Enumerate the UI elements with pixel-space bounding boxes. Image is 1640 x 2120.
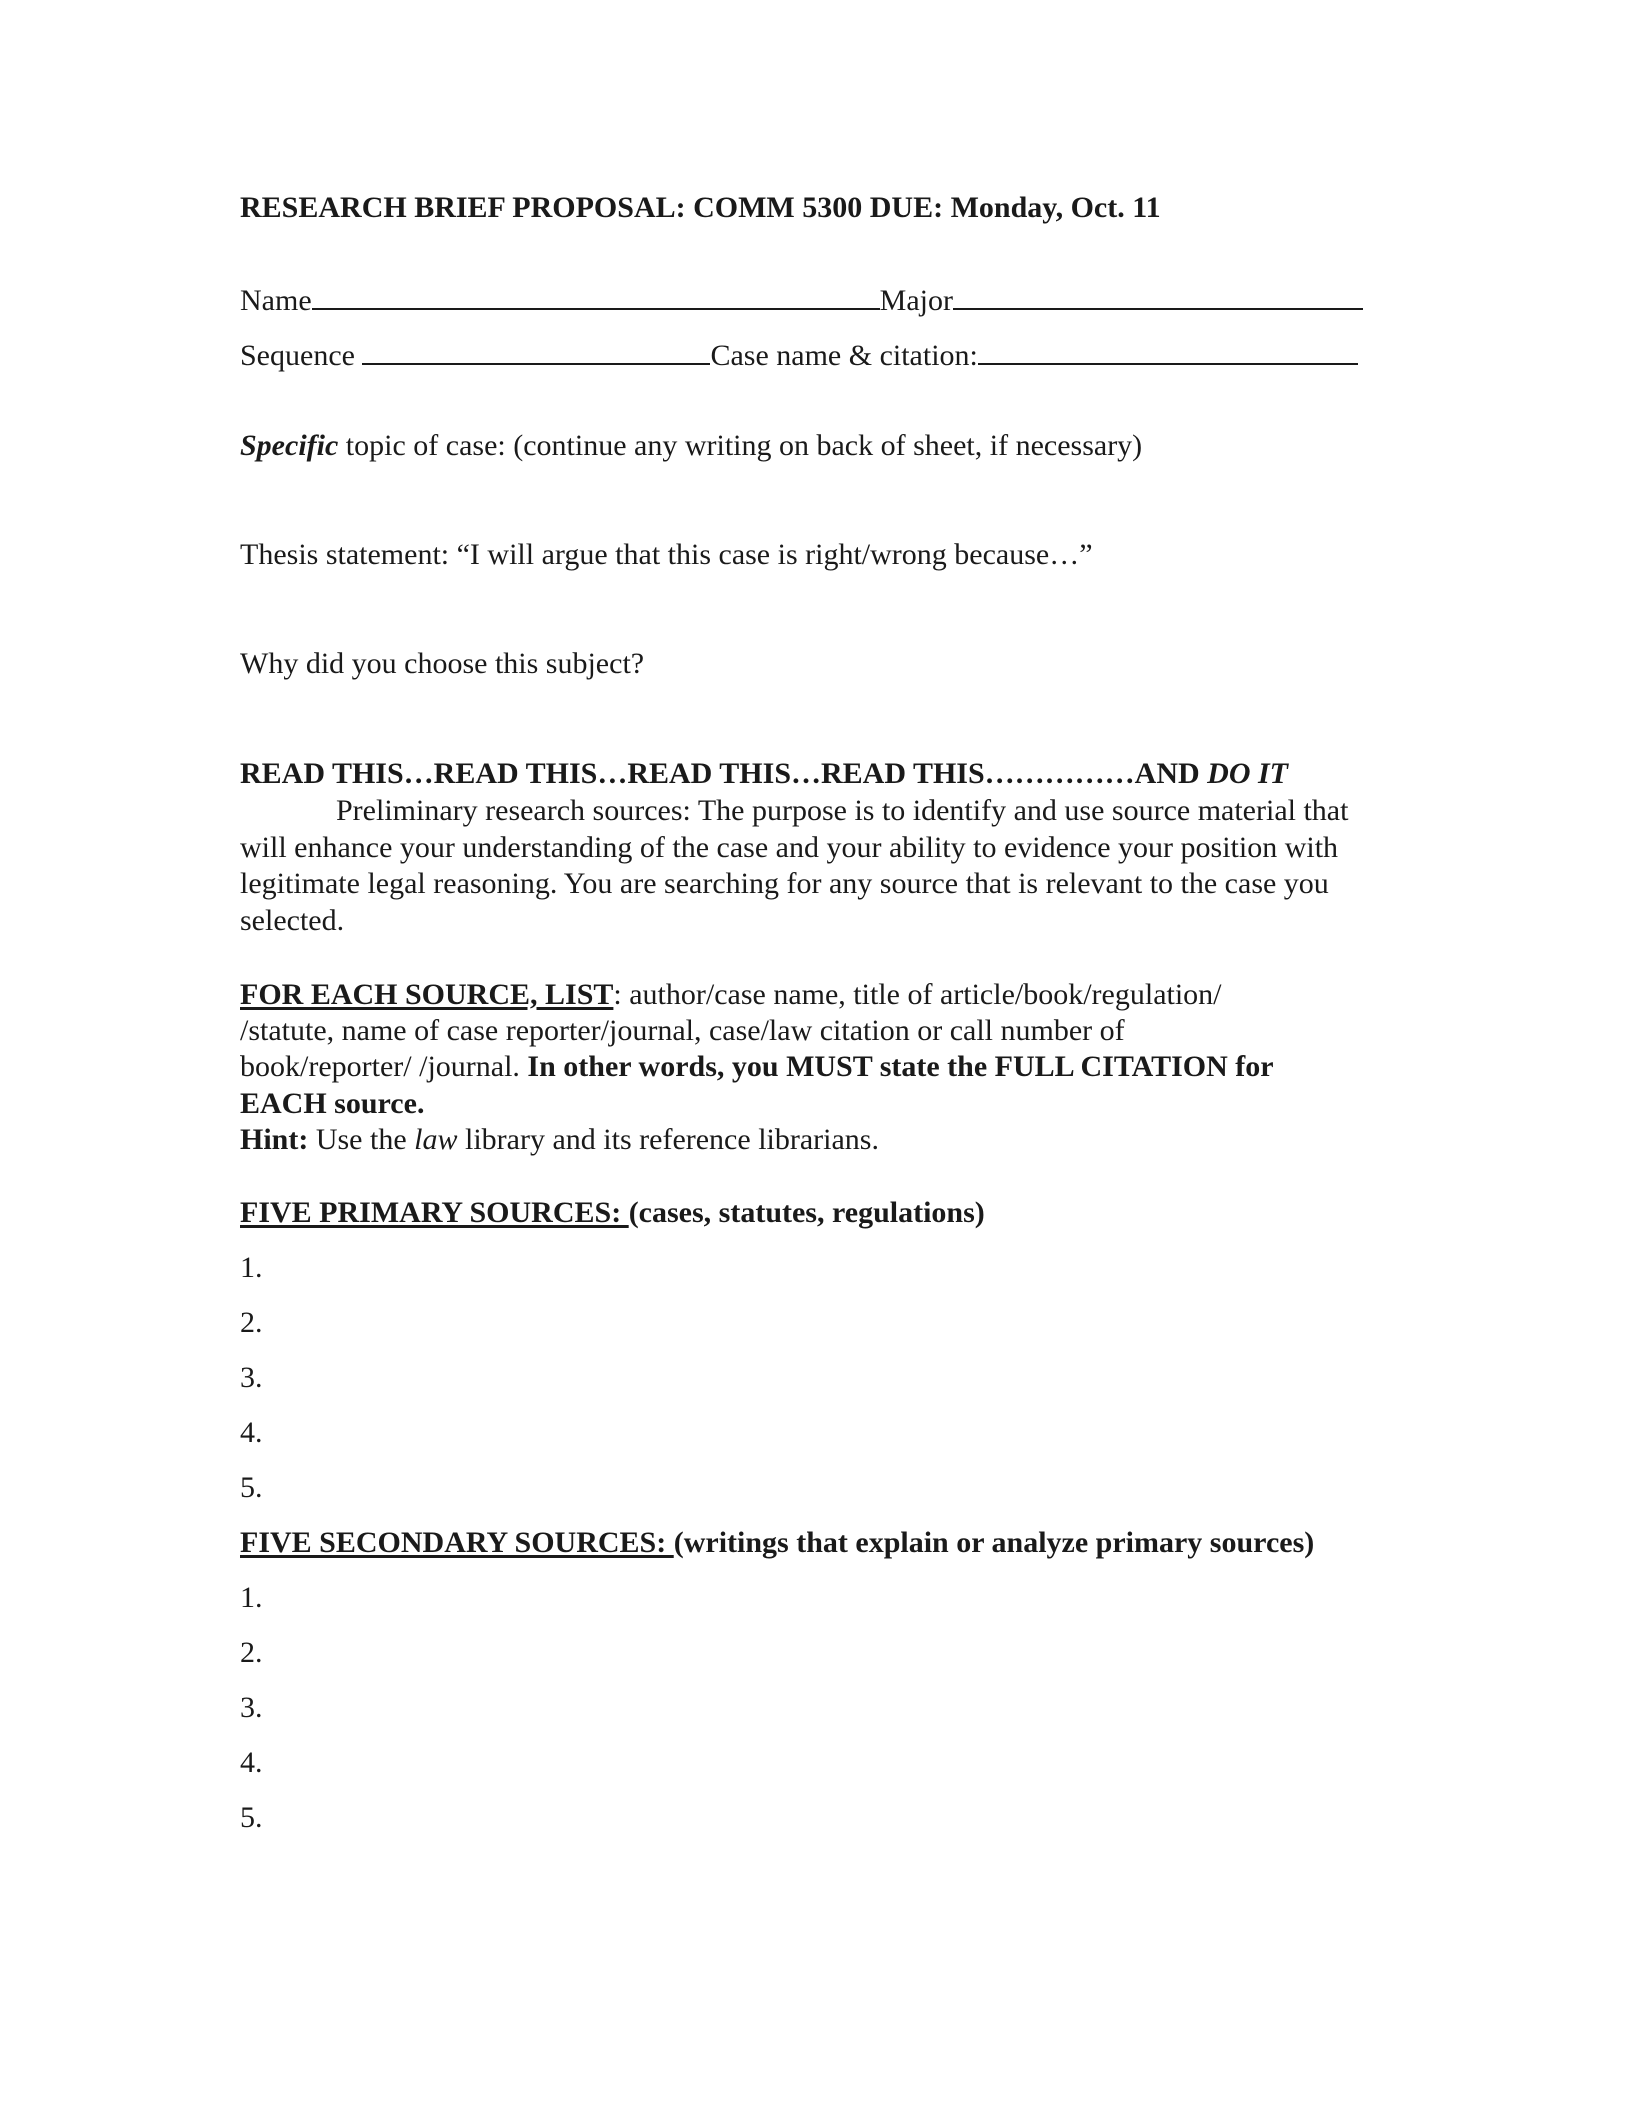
major-blank[interactable] xyxy=(953,282,1363,310)
topic-emphasis: Specific xyxy=(240,429,339,462)
for-each-line-2: /statute, name of case reporter/journal, case/law citation or call number of xyxy=(240,1014,1125,1047)
primary-item-4: 4. xyxy=(240,1416,263,1449)
for-each-label: FOR EACH SOURCE, LIST xyxy=(240,978,614,1011)
major-label: Major xyxy=(879,284,953,317)
primary-sources-heading xyxy=(240,1195,985,1231)
each-source-note: EACH source. xyxy=(240,1087,425,1120)
read-this-main: READ THIS…READ THIS…READ THIS…READ THIS……………AND xyxy=(240,757,1208,790)
preliminary-paragraph: Preliminary research sources: The purpose is to identify and use source material that will enhance your understanding of the case and your ability to evidence your position with legitimate legal reasoning. You are searching for any source that is relevant to the case you selected. xyxy=(240,794,1349,937)
secondary-item-1: 1. xyxy=(240,1581,263,1614)
for-each-text-3: book/reporter/ /journal. xyxy=(240,1050,528,1083)
topic-prompt xyxy=(240,428,1142,464)
secondary-sources-heading xyxy=(240,1525,1314,1561)
primary-item-5: 5. xyxy=(240,1471,263,1504)
primary-sources-label: FIVE PRIMARY SOURCES: xyxy=(240,1196,629,1229)
full-citation-note: In other words, you MUST state the FULL CITATION for xyxy=(527,1050,1274,1083)
for-each-text-1: : author/case name, title of article/book/regulation/ xyxy=(613,978,1222,1011)
topic-text: topic of case: (continue any writing on back of sheet, if necessary) xyxy=(338,429,1143,462)
primary-sources-note: (cases, statutes, regulations) xyxy=(628,1196,985,1229)
document-title: RESEARCH BRIEF PROPOSAL: COMM 5300 DUE: Monday, Oct. 11 xyxy=(240,191,1161,224)
case-blank[interactable] xyxy=(978,337,1358,365)
hint-pre: Use the xyxy=(308,1123,415,1156)
primary-item-3: 3. xyxy=(240,1361,263,1394)
secondary-item-2: 2. xyxy=(240,1636,263,1669)
secondary-item-4: 4. xyxy=(240,1746,263,1779)
thesis-prompt: Thesis statement: “I will argue that this case is right/wrong because…” xyxy=(240,538,1093,571)
primary-item-2: 2. xyxy=(240,1306,263,1339)
sequence-case-row xyxy=(240,337,1358,374)
sequence-blank[interactable] xyxy=(362,337,710,365)
sequence-label: Sequence xyxy=(240,339,355,372)
hint-emphasis: law xyxy=(414,1123,458,1156)
why-prompt: Why did you choose this subject? xyxy=(240,647,645,680)
hint-line xyxy=(240,1122,879,1158)
for-each-line-3 xyxy=(240,1049,1274,1085)
secondary-sources-note: (writings that explain or analyze primary sources) xyxy=(673,1526,1315,1559)
for-each-line-1 xyxy=(240,977,1222,1013)
name-major-row xyxy=(240,282,1363,319)
case-label: Case name & citation: xyxy=(710,339,978,372)
primary-item-1: 1. xyxy=(240,1251,263,1284)
hint-post: library and its reference librarians. xyxy=(457,1123,879,1156)
hint-label: Hint: xyxy=(240,1123,309,1156)
name-label: Name xyxy=(240,284,312,317)
read-this-emphasis: DO IT xyxy=(1207,757,1289,790)
secondary-item-3: 3. xyxy=(240,1691,263,1724)
name-blank[interactable] xyxy=(312,282,880,310)
secondary-item-5: 5. xyxy=(240,1801,263,1834)
secondary-sources-label: FIVE SECONDARY SOURCES: xyxy=(240,1526,674,1559)
read-this-heading xyxy=(240,756,1288,792)
